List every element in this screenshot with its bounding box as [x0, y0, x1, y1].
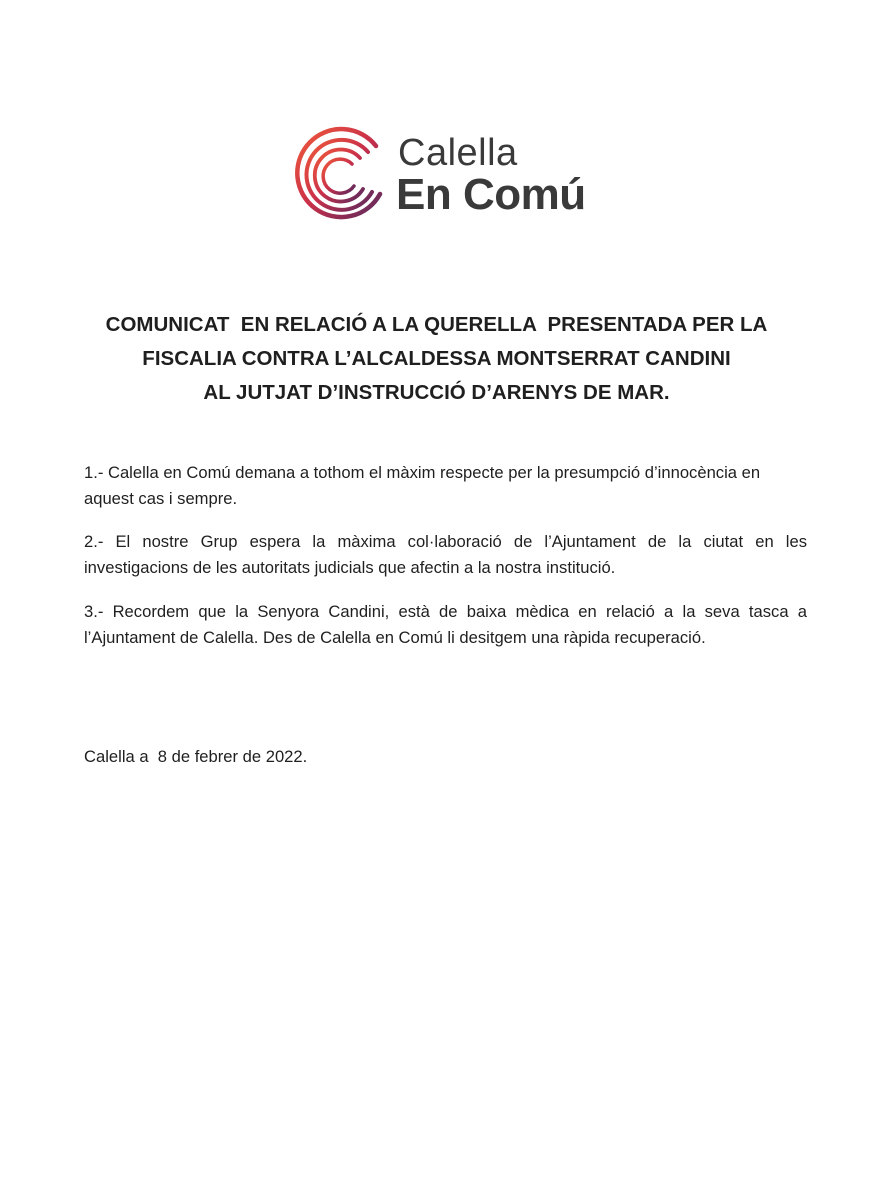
logo-text-en-comu: En Comú	[396, 170, 586, 219]
concentric-circles-icon	[292, 124, 392, 224]
title-line-2: FISCALIA CONTRA L’ALCALDESSA MONTSERRAT CANDINI	[142, 347, 731, 370]
title-line-1: COMUNICAT EN RELACIÓ A LA QUERELLA PRESENTADA PER LA	[105, 313, 768, 336]
date-line: Calella a 8 de febrer de 2022.	[84, 747, 308, 766]
logo-text-calella: Calella	[398, 132, 518, 174]
party-logo	[292, 124, 612, 224]
point-3: 3.- Recordem que la Senyora Candini, està de baixa mèdica en relació a la seva tasca a l’Ajuntament de Calella. Des de Calella en Comú li desitgem una ràpida recuperació.	[84, 602, 807, 647]
point-2: 2.- El nostre Grup espera la màxima col·laboració de l’Ajuntament de la ciutat en les investigacions de les autoritats judicials que afectin a la nostra institució.	[84, 532, 807, 577]
point-1: 1.- Calella en Comú demana a tothom el màxim respecte per la presumpció d’innocència en aquest cas i sempre.	[84, 463, 761, 508]
title-line-3: AL JUTJAT D’INSTRUCCIÓ D’ARENYS DE MAR.	[203, 381, 670, 404]
